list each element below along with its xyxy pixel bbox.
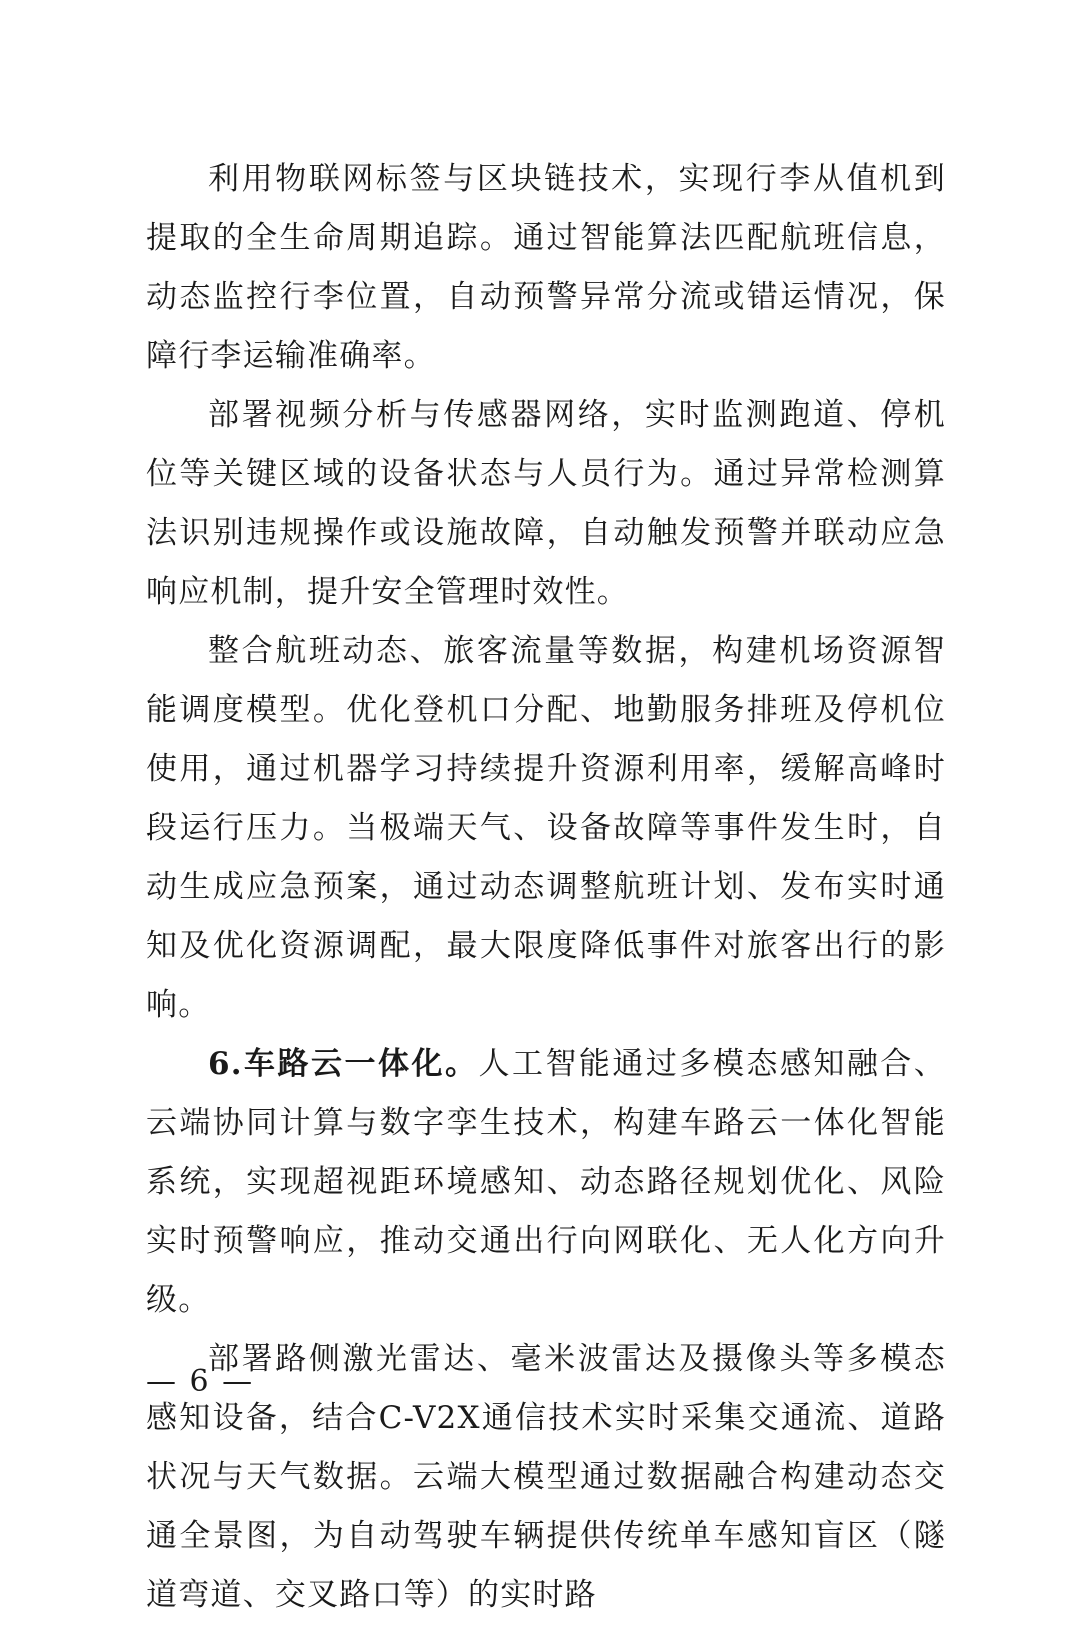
paragraph-safety-monitoring (146, 386, 946, 622)
paragraph-text: 部署视频分析与传感器网络，实时监测跑道、停机位等关键区域的设备状态与人员行为。通过异常检测算法识别违规操作或设施故障，自动触发预警并联动应急响应机制，提升安全管理时效性。 (146, 397, 946, 610)
paragraph-roadside-sensing (146, 1330, 946, 1625)
paragraph-text: 整合航班动态、旅客流量等数据，构建机场资源智能调度模型。优化登机口分配、地勤服务排班及停机位使用，通过机器学习持续提升资源利用率，缓解高峰时段运行压力。当极端天气、设备故障等事件发生时，自动生成应急预案，通过动态调整航班计划、发布实时通知及优化资源调配，最大限度降低事件对旅客出行的影响。 (146, 633, 946, 1023)
document-body (146, 150, 946, 1625)
paragraph-luggage-tracking (146, 150, 946, 386)
paragraph-resource-scheduling (146, 622, 946, 1035)
section-heading: 6.车路云一体化。 (208, 1046, 479, 1082)
paragraph-text: 人工智能通过多模态感知融合、云端协同计算与数字孪生技术，构建车路云一体化智能系统，实现超视距环境感知、动态路径规划优化、风险实时预警响应，推动交通出行向网联化、无人化方向升级。 (146, 1046, 946, 1318)
paragraph-text: 部署路侧激光雷达、毫米波雷达及摄像头等多模态感知设备，结合C-V2X通信技术实时采集交通流、道路状况与天气数据。云端大模型通过数据融合构建动态交通全景图，为自动驾驶车辆提供传统单车感知盲区（隧道弯道、交叉路口等）的实时路 (146, 1341, 946, 1613)
paragraph-vehicle-road-cloud (146, 1035, 946, 1330)
paragraph-text: 利用物联网标签与区块链技术，实现行李从值机到提取的全生命周期追踪。通过智能算法匹配航班信息，动态监控行李位置，自动预警异常分流或错运情况，保障行李运输准确率。 (146, 161, 946, 374)
page-number: — 6 — (146, 1364, 255, 1399)
